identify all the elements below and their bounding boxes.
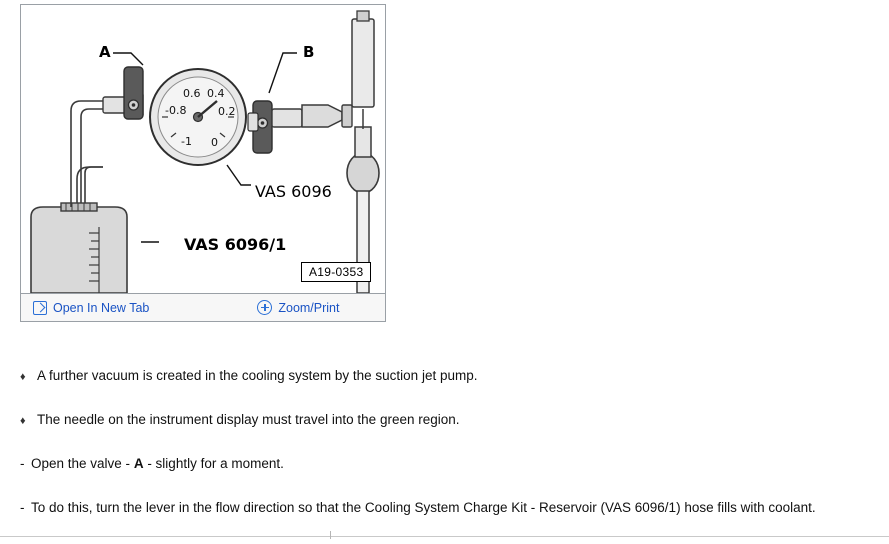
bullet-marker: ♦ [20, 371, 26, 383]
label-vas6096-1: VAS 6096/1 [184, 235, 287, 254]
figure-panel [20, 4, 386, 322]
list-item-text: A further vacuum is created in the cooling system by the suction jet pump. [37, 368, 478, 383]
list-item-text-pre: Open the valve - [31, 455, 134, 471]
svg-text:-0.8: -0.8 [165, 104, 187, 117]
valve-a [124, 67, 143, 119]
list-item [20, 368, 870, 385]
list-item-text: The needle on the instrument display must travel into the green region. [37, 411, 460, 427]
svg-text:-1: -1 [181, 135, 192, 148]
gauge-vas6096 [150, 69, 246, 165]
list-item [20, 456, 870, 473]
open-in-new-tab-label: Open In New Tab [53, 300, 150, 315]
zoom-plus-icon [257, 300, 272, 315]
callout-a: A [99, 43, 111, 61]
cooling-system-diagram [21, 5, 385, 293]
figure-code-label: A19-0353 [301, 262, 371, 282]
callout-b: B [303, 43, 315, 61]
list-item-text [31, 456, 284, 473]
list-item [20, 500, 870, 517]
open-in-new-tab-icon [33, 301, 47, 315]
page-bottom-rule [0, 536, 889, 537]
list-item-text-post: - slightly for a moment. [143, 455, 284, 471]
page-bottom-divider [330, 531, 331, 539]
list-item [20, 412, 870, 429]
dash-marker: - [20, 499, 25, 515]
svg-text:0: 0 [211, 136, 218, 149]
dash-marker: - [20, 455, 25, 471]
open-in-new-tab-button[interactable] [33, 301, 149, 315]
svg-text:0.4: 0.4 [207, 87, 225, 100]
reservoir-shape [31, 203, 127, 293]
figure-toolbar [21, 293, 385, 321]
bullet-marker: ♦ [20, 414, 26, 427]
zoom-print-label: Zoom/Print [278, 300, 340, 315]
svg-text:0.2: 0.2 [218, 105, 236, 118]
list-item-text: To do this, turn the lever in the flow direction so that the Cooling System Charge Kit - Reservoir (VAS 6096/1) hose fills with coolant. [31, 499, 816, 515]
label-vas6096: VAS 6096 [255, 182, 332, 201]
instruction-list [20, 368, 870, 544]
svg-text:0.6: 0.6 [183, 87, 201, 100]
list-item-text-bold: A [133, 455, 144, 471]
figure-image[interactable] [21, 5, 385, 293]
zoom-print-button[interactable] [257, 300, 339, 315]
